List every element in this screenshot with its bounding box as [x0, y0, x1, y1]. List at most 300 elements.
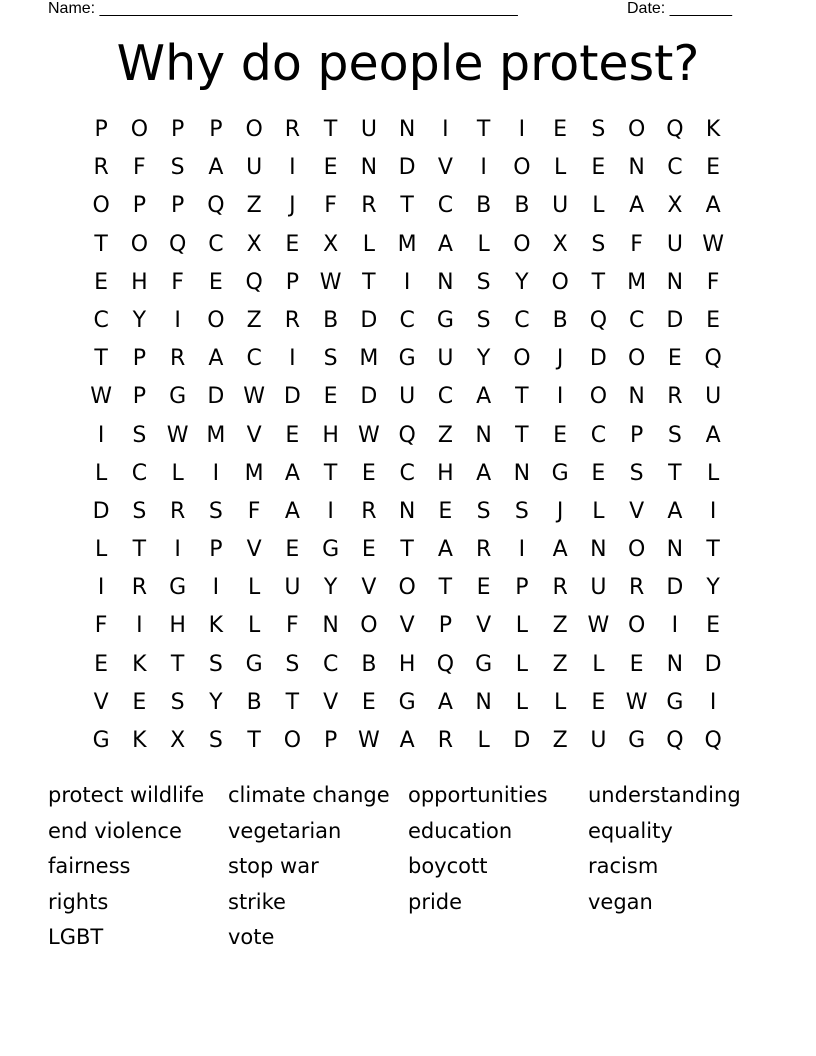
grid-cell: D [666, 575, 684, 601]
word-list-item: vote [228, 925, 275, 950]
grid-cell: F [286, 613, 299, 639]
word-list-item: end violence [48, 818, 182, 843]
grid-row [82, 302, 734, 340]
grid-cell: R [361, 498, 377, 524]
grid-cell: L [94, 460, 108, 486]
grid-cell: S [476, 307, 491, 333]
grid-cell: R [667, 384, 683, 410]
grid-cell: S [285, 651, 300, 677]
grid-cell: U [360, 117, 377, 142]
grid-cell: R [437, 728, 454, 753]
grid-cell: K [705, 117, 721, 142]
grid-row [82, 569, 734, 607]
grid-cell: P [629, 422, 644, 448]
grid-cell: I [442, 117, 449, 142]
grid-cell: D [207, 384, 225, 410]
grid-cell: J [556, 346, 564, 372]
grid-cell: U [705, 384, 722, 410]
grid-cell: H [131, 269, 148, 295]
grid-cell: E [285, 422, 300, 448]
grid-cell: Q [589, 307, 608, 333]
grid-cell: Y [706, 575, 720, 601]
grid-cell: I [556, 384, 564, 410]
grid-cell: T [400, 537, 414, 563]
grid-cell: A [552, 537, 568, 563]
grid-cell: L [247, 613, 261, 639]
grid-cell: O [513, 231, 531, 257]
grid-row [82, 722, 734, 760]
word-list-item: protect wildlife [48, 783, 205, 807]
grid-cell: E [285, 537, 300, 563]
grid-cell: P [94, 117, 108, 142]
grid-cell: S [323, 346, 338, 372]
grid-cell: U [246, 155, 263, 181]
grid-cell: O [513, 155, 531, 181]
grid-cell: R [628, 575, 645, 601]
grid-cell: L [247, 575, 261, 601]
grid-cell: B [552, 307, 568, 333]
grid-cell: D [283, 384, 301, 410]
grid-cell: T [323, 117, 338, 142]
grid-cell: S [476, 269, 491, 295]
word-list-item: pride [408, 889, 463, 914]
grid-cell: C [399, 307, 415, 333]
grid-cell: I [289, 155, 296, 181]
grid-cell: O [360, 613, 378, 639]
grid-cell: X [170, 728, 186, 753]
grid-cell: J [556, 498, 564, 524]
grid-cell: J [289, 193, 296, 219]
grid-cell: I [480, 155, 487, 181]
word-list-item: education [408, 818, 513, 843]
grid-cell: T [400, 193, 414, 219]
grid-cell: U [590, 728, 607, 753]
grid-cell: V [93, 689, 109, 715]
grid-cell: D [360, 384, 378, 410]
grid-cell: G [169, 575, 187, 601]
grid-cell: F [94, 613, 108, 639]
word-list-item: LGBT [48, 925, 104, 950]
grid-cell: N [475, 689, 492, 715]
grid-cell: K [132, 651, 147, 677]
grid-cell: I [136, 613, 143, 639]
grid-cell: X [552, 231, 568, 257]
grid-row [82, 607, 734, 645]
grid-cell: N [628, 155, 645, 181]
grid-cell: C [131, 460, 148, 486]
grid-cell: R [361, 193, 377, 219]
grid-cell: B [361, 651, 377, 677]
grid-cell: I [174, 537, 181, 563]
grid-cell: A [705, 422, 721, 448]
grid-cell: D [589, 346, 607, 372]
grid-cell: L [171, 460, 184, 486]
grid-cell: P [170, 193, 185, 219]
grid-cell: E [285, 231, 300, 257]
grid-cell: A [476, 384, 492, 410]
grid-cell: R [475, 537, 492, 563]
grid-cell: H [169, 613, 186, 639]
grid-row [82, 684, 734, 722]
grid-cell: D [360, 307, 378, 333]
grid-cell: O [551, 269, 569, 295]
grid-cell: S [170, 689, 185, 715]
grid-cell: E [629, 651, 644, 677]
grid-cell: O [627, 613, 646, 639]
grid-cell: T [285, 689, 300, 715]
grid-cell: V [437, 155, 453, 181]
grid-cell: E [706, 613, 721, 639]
grid-cell: A [284, 498, 300, 524]
grid-cell: E [706, 155, 721, 181]
grid-cell: U [552, 193, 569, 219]
grid-cell: I [709, 498, 717, 524]
grid-cell: E [323, 155, 338, 181]
grid-cell: V [246, 537, 262, 563]
grid-cell: T [438, 575, 453, 601]
grid-cell: T [515, 384, 529, 410]
grid-cell: K [208, 613, 224, 639]
grid-cell: T [668, 460, 682, 486]
grid-cell: Q [666, 728, 684, 753]
grid-cell: Q [207, 193, 225, 219]
grid-cell: M [627, 269, 647, 295]
grid-cell: L [362, 231, 375, 257]
grid-cell: T [247, 728, 261, 753]
grid-cell: L [553, 155, 567, 181]
grid-cell: U [666, 231, 683, 257]
grid-cell: Y [515, 269, 529, 295]
grid-cell: N [322, 613, 339, 639]
grid-cell: V [323, 689, 339, 715]
grid-cell: A [208, 155, 224, 181]
grid-cell: G [551, 460, 569, 486]
grid-cell: R [93, 155, 109, 181]
grid-cell: R [131, 575, 148, 601]
grid-cell: M [206, 422, 226, 448]
grid-cell: T [362, 269, 376, 295]
grid-cell: P [132, 384, 147, 410]
grid-cell: P [209, 117, 223, 142]
grid-cell: A [705, 193, 721, 219]
grid-cell: N [437, 269, 454, 295]
grid-cell: R [284, 307, 301, 333]
grid-cell: T [323, 460, 338, 486]
word-list-item: racism [588, 854, 659, 879]
word-list-item: climate change [228, 783, 390, 807]
grid-cell: U [437, 346, 454, 372]
grid-cell: I [403, 269, 411, 295]
grid-cell: L [706, 460, 720, 486]
grid-row [82, 646, 734, 684]
grid-cell: C [628, 307, 645, 333]
grid-cell: O [627, 346, 646, 372]
grid-cell: G [322, 537, 340, 563]
grid-cell: I [97, 422, 105, 448]
grid-cell: Y [476, 346, 491, 372]
grid-cell: Z [246, 307, 262, 333]
grid-cell: F [324, 193, 337, 219]
grid-cell: N [666, 269, 684, 295]
grid-cell: E [208, 269, 223, 295]
grid-cell: S [514, 498, 529, 524]
grid-cell: E [476, 575, 491, 601]
grid-row [82, 378, 734, 416]
grid-cell: V [246, 422, 262, 448]
grid-cell: T [132, 537, 147, 563]
grid-cell: X [323, 231, 339, 257]
grid-cell: H [322, 422, 339, 448]
grid-cell: C [514, 307, 530, 333]
grid-cell: A [629, 193, 645, 219]
grid-cell: C [437, 384, 454, 410]
grid-cell: C [208, 231, 224, 257]
grid-cell: F [133, 155, 146, 181]
grid-cell: L [592, 651, 605, 677]
word-list-item: strike [228, 889, 286, 914]
grid-cell: E [591, 155, 606, 181]
grid-cell: W [357, 422, 380, 448]
grid-cell: N [513, 460, 531, 486]
grid-cell: C [322, 651, 339, 677]
word-list-item: opportunities [408, 783, 548, 807]
word-list-item: equality [588, 818, 673, 843]
grid-cell: E [667, 346, 682, 372]
grid-cell: O [589, 384, 608, 410]
grid-cell: I [212, 460, 220, 486]
grid-cell: W [166, 422, 189, 448]
grid-cell: I [212, 575, 220, 601]
name-field: Name: _______________________________________________ [48, 0, 518, 17]
grid-cell: L [477, 231, 490, 257]
grid-cell: G [666, 689, 684, 715]
grid-cell: L [592, 498, 605, 524]
grid-cell: R [169, 498, 186, 524]
grid-cell: U [284, 575, 301, 601]
grid-cell: A [284, 460, 300, 486]
grid-cell: R [169, 346, 186, 372]
grid-cell: Z [437, 422, 453, 448]
grid-cell: U [590, 575, 607, 601]
grid-cell: T [94, 346, 108, 372]
grid-cell: S [208, 498, 223, 524]
grid-cell: P [438, 613, 453, 639]
letter-grid [82, 111, 734, 760]
grid-cell: W [357, 728, 380, 753]
grid-cell: A [437, 231, 453, 257]
grid-cell: I [518, 537, 526, 563]
grid-cell: Q [168, 231, 187, 257]
grid-row [82, 455, 734, 493]
grid-cell: W [319, 269, 342, 295]
grid-cell: N [398, 498, 416, 524]
grid-cell: Z [552, 728, 568, 753]
grid-cell: A [208, 346, 224, 372]
grid-cell: E [94, 651, 109, 677]
grid-cell: X [667, 193, 683, 219]
grid-cell: T [706, 537, 720, 563]
grid-cell: G [245, 651, 263, 677]
grid-cell: F [171, 269, 184, 295]
grid-cell: E [553, 422, 568, 448]
grid-cell: U [399, 384, 416, 410]
grid-cell: Z [246, 193, 262, 219]
grid-cell: Z [552, 613, 568, 639]
grid-cell: E [361, 537, 376, 563]
grid-cell: N [666, 537, 684, 563]
worksheet-header [48, 0, 748, 20]
word-list-item: stop war [228, 854, 319, 879]
grid-cell: C [590, 422, 607, 448]
grid-row [82, 264, 734, 302]
grid-cell: C [246, 346, 262, 372]
grid-cell: K [132, 728, 147, 753]
grid-cell: L [94, 537, 108, 563]
grid-row [82, 493, 734, 531]
grid-cell: I [327, 498, 334, 524]
grid-cell: D [398, 155, 416, 181]
grid-cell: E [323, 384, 338, 410]
grid-cell: C [399, 460, 415, 486]
grid-cell: N [628, 384, 645, 410]
word-list-item: fairness [48, 854, 131, 879]
grid-cell: P [285, 269, 300, 295]
grid-cell: A [399, 728, 415, 753]
grid-cell: O [207, 307, 225, 333]
grid-cell: P [132, 193, 147, 219]
word-list-item: rights [48, 889, 109, 914]
grid-cell: P [170, 117, 185, 142]
grid-cell: S [132, 498, 147, 524]
grid-cell: V [629, 498, 645, 524]
grid-cell: B [476, 193, 492, 219]
grid-cell: M [359, 346, 379, 372]
grid-cell: P [515, 575, 529, 601]
grid-cell: M [397, 231, 417, 257]
grid-cell: B [323, 307, 339, 333]
grid-cell: E [361, 460, 376, 486]
grid-cell: S [591, 231, 606, 257]
grid-cell: V [361, 575, 377, 601]
grid-cell: L [515, 613, 528, 639]
grid-cell: Y [323, 575, 338, 601]
grid-cell: B [514, 193, 530, 219]
grid-cell: O [130, 117, 149, 142]
grid-cell: V [476, 613, 492, 639]
grid-cell: A [437, 537, 453, 563]
word-list-item: understanding [588, 783, 741, 807]
grid-cell: I [671, 613, 679, 639]
grid-cell: M [244, 460, 264, 486]
word-list-item: boycott [408, 854, 488, 879]
grid-cell: E [94, 269, 109, 295]
grid-cell: I [709, 689, 717, 715]
grid-cell: O [245, 117, 263, 142]
grid-cell: D [666, 307, 684, 333]
word-list [48, 778, 768, 956]
grid-cell: D [704, 651, 722, 677]
grid-cell: L [515, 651, 528, 677]
grid-cell: L [553, 689, 567, 715]
grid-cell: Q [666, 117, 684, 142]
grid-cell: N [590, 537, 607, 563]
grid-cell: N [360, 155, 378, 181]
grid-cell: A [476, 460, 492, 486]
grid-cell: E [361, 689, 376, 715]
grid-cell: S [591, 117, 606, 142]
grid-cell: L [515, 689, 528, 715]
grid-cell: F [630, 231, 643, 257]
grid-cell: Q [398, 422, 416, 448]
grid-cell: W [243, 384, 265, 410]
grid-cell: I [289, 346, 296, 372]
grid-cell: G [169, 384, 187, 410]
grid-cell: C [437, 193, 454, 219]
page-title: Why do people protest? [116, 35, 700, 92]
grid-cell: O [627, 537, 646, 563]
grid-row [82, 531, 734, 569]
grid-cell: W [702, 231, 724, 257]
grid-cell: S [170, 155, 185, 181]
grid-cell: X [246, 231, 262, 257]
grid-cell: P [209, 537, 223, 563]
grid-cell: E [591, 460, 606, 486]
grid-cell: Q [245, 269, 263, 295]
grid-cell: R [552, 575, 568, 601]
grid-cell: Q [704, 728, 722, 753]
grid-row [82, 226, 734, 264]
grid-cell: S [629, 460, 644, 486]
grid-cell: G [92, 728, 110, 753]
grid-cell: W [625, 689, 648, 715]
grid-cell: H [437, 460, 454, 486]
grid-cell: T [515, 422, 529, 448]
grid-cell: W [90, 384, 112, 410]
grid-cell: P [132, 346, 147, 372]
grid-cell: O [283, 728, 302, 753]
grid-cell: O [513, 346, 531, 372]
grid-cell: Z [552, 651, 568, 677]
grid-row [82, 149, 734, 187]
grid-cell: I [174, 307, 181, 333]
grid-cell: N [475, 422, 492, 448]
grid-row [82, 111, 734, 149]
grid-cell: D [92, 498, 110, 524]
grid-cell: E [706, 307, 721, 333]
grid-cell: S [667, 422, 682, 448]
grid-cell: V [399, 613, 415, 639]
grid-cell: Q [704, 346, 722, 372]
date-field: Date: _______ [627, 0, 732, 17]
grid-cell: T [591, 269, 606, 295]
grid-cell: L [477, 728, 490, 753]
grid-cell: O [130, 231, 149, 257]
grid-cell: S [208, 728, 223, 753]
grid-row [82, 417, 734, 455]
grid-cell: O [627, 117, 646, 142]
grid-cell: C [93, 307, 109, 333]
grid-cell: N [666, 651, 684, 677]
grid-cell: N [398, 117, 416, 142]
grid-cell: T [476, 117, 491, 142]
grid-cell: E [591, 689, 606, 715]
grid-cell: E [132, 689, 147, 715]
grid-cell: G [628, 728, 646, 753]
grid-cell: A [667, 498, 683, 524]
grid-cell: I [518, 117, 526, 142]
grid-cell: S [208, 651, 223, 677]
grid-cell: O [398, 575, 416, 601]
